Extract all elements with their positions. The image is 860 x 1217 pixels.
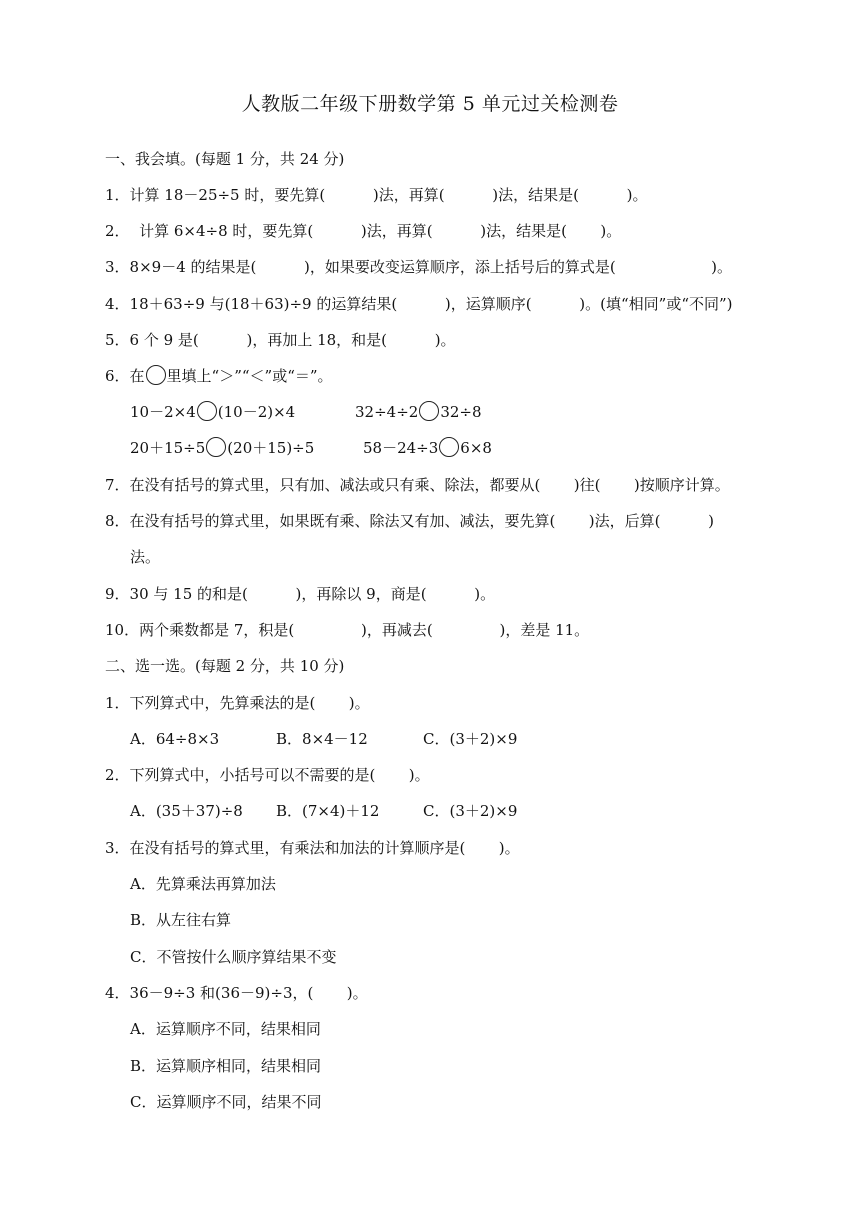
- compare-d-right: 6×8: [460, 439, 492, 457]
- question-1-6: [105, 366, 333, 387]
- question-1-8: 8．在没有括号的算式里，如果既有乘、除法又有加、减法，要先算( )法，后算( ): [105, 512, 715, 530]
- question-1-3: 3．8×9－4 的结果是( )，如果要改变运算顺序，添上括号后的算式是( )。: [105, 258, 732, 276]
- option-2-4-a: A．运算顺序不同，结果相同: [130, 1020, 321, 1038]
- question-2-3: 3．在没有括号的算式里，有乘法和加法的计算顺序是( )。: [105, 839, 520, 857]
- question-1-10: 10．两个乘数都是 7，积是( )，再减去( )，差是 11。: [105, 621, 590, 639]
- question-1-6-prefix: 6．在: [105, 367, 145, 385]
- compare-item-a: [130, 402, 295, 423]
- question-1-6-suffix: 里填上“＞”“＜”或“＝”。: [166, 367, 333, 385]
- question-2-4: 4．36－9÷3 和(36－9)÷3，( )。: [105, 984, 368, 1002]
- compare-c-left: 20＋15÷5: [130, 439, 206, 457]
- section1-heading: 一、我会填。(每题 1 分，共 24 分): [105, 150, 345, 168]
- question-1-1: 1．计算 18－25÷5 时，要先算( )法，再算( )法，结果是( )。: [105, 186, 648, 204]
- option-2-3-a: A．先算乘法再算加法: [130, 875, 276, 893]
- option-2-4-b: B．运算顺序相同，结果相同: [130, 1057, 322, 1075]
- question-2-1: 1．下列算式中，先算乘法的是( )。: [105, 694, 370, 712]
- compare-item-d: [363, 438, 492, 459]
- option-2-2-b: B．(7×4)＋12: [276, 802, 380, 820]
- compare-c-right: (20＋15)÷5: [227, 439, 315, 457]
- question-2-2: 2．下列算式中，小括号可以不需要的是( )。: [105, 766, 430, 784]
- option-2-2-a: A．(35＋37)÷8: [130, 802, 243, 820]
- compare-item-b: [355, 402, 482, 423]
- question-1-5: 5．6 个 9 是( )，再加上 18，和是( )。: [105, 331, 456, 349]
- question-1-8-continued: 法。: [130, 548, 161, 566]
- compare-a-left: 10－2×4: [130, 403, 196, 421]
- compare-b-circle-icon[interactable]: [419, 401, 439, 421]
- compare-c-circle-icon[interactable]: [206, 437, 226, 457]
- option-2-3-b: B．从左往右算: [130, 911, 232, 929]
- compare-b-left: 32÷4÷2: [355, 403, 419, 421]
- question-1-2: 2． 计算 6×4÷8 时，要先算( )法，再算( )法，结果是( )。: [105, 222, 622, 240]
- compare-d-circle-icon[interactable]: [439, 437, 459, 457]
- option-2-2-c: C．(3＋2)×9: [423, 802, 518, 820]
- answer-circle-icon: [146, 365, 166, 385]
- option-2-4-c: C．运算顺序不同，结果不同: [130, 1093, 322, 1111]
- page-title: 人教版二年级下册数学第 5 单元过关检测卷: [241, 93, 619, 115]
- section2-heading: 二、选一选。(每题 2 分，共 10 分): [105, 657, 345, 675]
- compare-a-right: (10－2)×4: [217, 403, 296, 421]
- option-2-3-c: C．不管按什么顺序算结果不变: [130, 948, 337, 966]
- question-1-9: 9．30 与 15 的和是( )，再除以 9，商是( )。: [105, 585, 496, 603]
- question-1-7: 7．在没有括号的算式里，只有加、减法或只有乘、除法，都要从( )往( )按顺序计算。: [105, 476, 730, 494]
- compare-a-circle-icon[interactable]: [197, 401, 217, 421]
- option-2-1-b: B．8×4－12: [276, 730, 368, 748]
- option-2-1-c: C．(3＋2)×9: [423, 730, 518, 748]
- compare-b-right: 32÷8: [440, 403, 482, 421]
- compare-item-c: [130, 438, 314, 459]
- question-1-4: 4．18＋63÷9 与(18＋63)÷9 的运算结果( )，运算顺序( )。(填“相同”或“不同”): [105, 295, 733, 313]
- option-2-1-a: A．64÷8×3: [130, 730, 220, 748]
- compare-d-left: 58－24÷3: [363, 439, 439, 457]
